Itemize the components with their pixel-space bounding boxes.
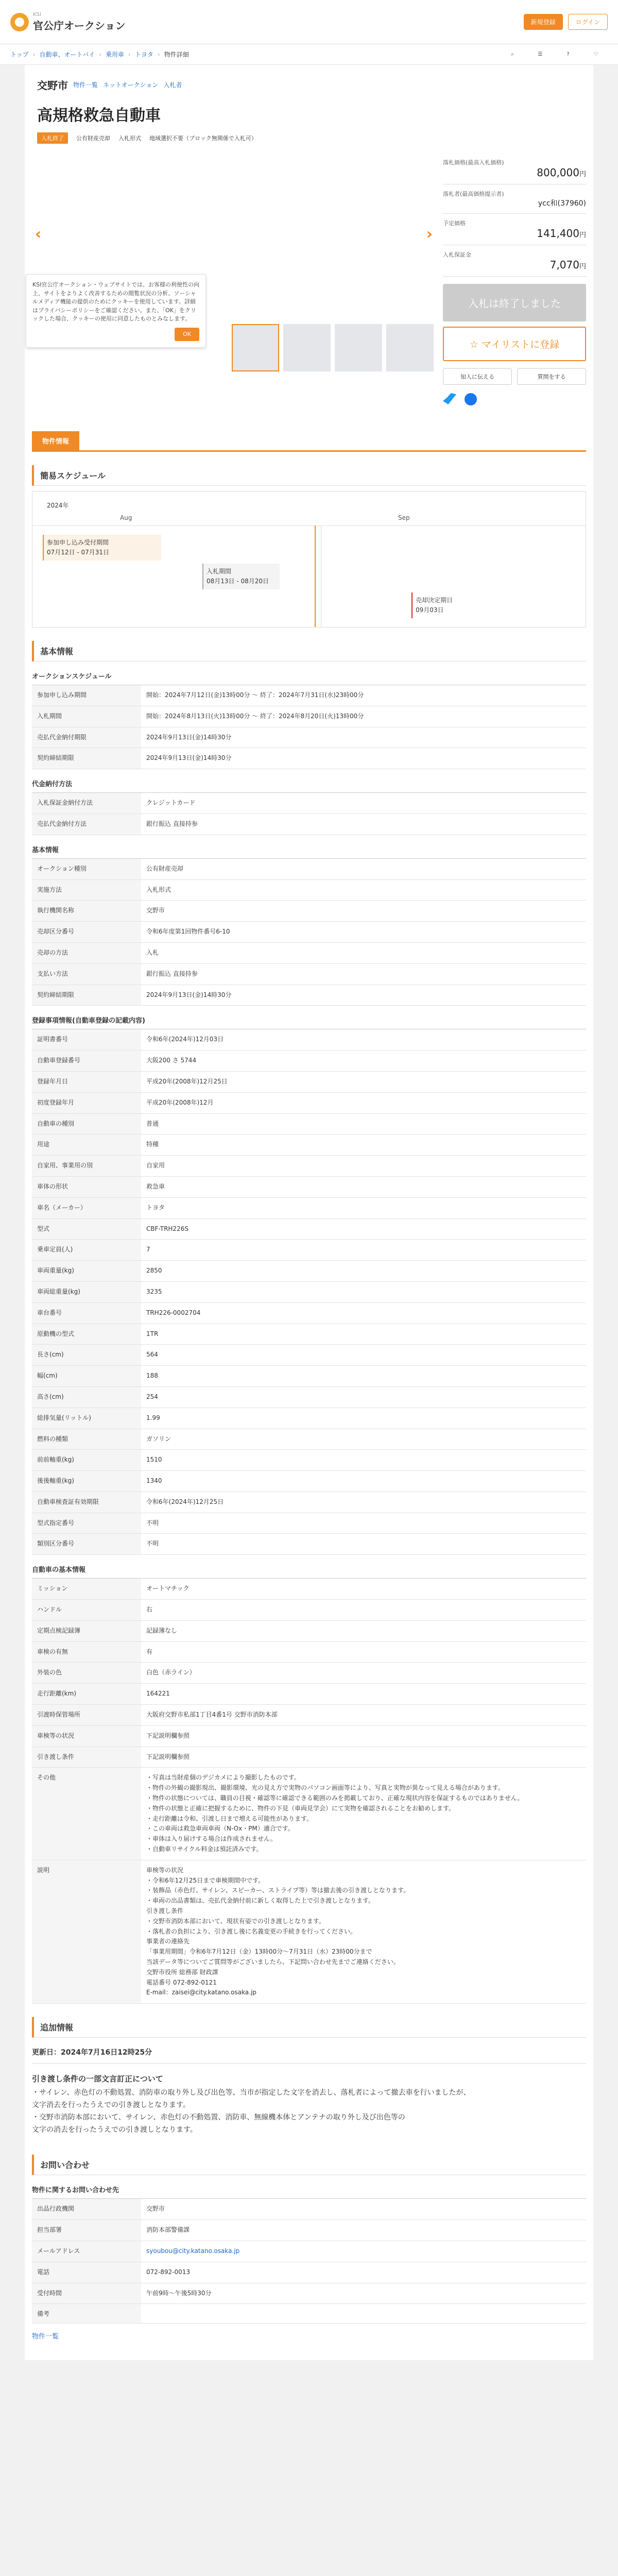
row-label: 初度登録年月 <box>32 1092 141 1113</box>
row-label: 車名（メーカー） <box>32 1197 141 1218</box>
row-value: 1.99 <box>141 1408 586 1429</box>
row-label: 売却区分番号 <box>32 922 141 943</box>
row-value: 2850 <box>141 1261 586 1282</box>
row-value: 令和6年(2024年)12月25日 <box>141 1492 586 1513</box>
row-value: 188 <box>141 1366 586 1387</box>
table-row <box>32 727 586 748</box>
row-value: 午前9時〜午後5時30分 <box>141 2283 586 2304</box>
table-row <box>32 748 586 769</box>
row-label: 実施方法 <box>32 879 141 901</box>
schedule-heading: 簡易スケジュール <box>32 465 586 486</box>
logo-mark-icon <box>10 13 29 31</box>
list-icon[interactable]: ☰ <box>538 52 543 57</box>
row-label: 担当部署 <box>32 2220 141 2241</box>
info-group-heading: 代金納付方法 <box>32 769 586 793</box>
table-row <box>32 1471 586 1492</box>
table-row <box>32 1386 586 1408</box>
info-group-heading: オークションスケジュール <box>32 662 586 685</box>
row-value: 不明 <box>141 1513 586 1534</box>
row-value: 開始：2024年8月13日(火)13時00分 〜 終了：2024年8月20日(火)13時00分 <box>141 706 586 727</box>
row-value: 下記説明欄参照 <box>141 1747 586 1768</box>
schedule-bar <box>411 592 473 618</box>
table-row <box>32 1092 586 1113</box>
table-row <box>32 1218 586 1240</box>
row-label: 車検等の状況 <box>32 1725 141 1747</box>
meta-region: 地域選択不要（ブロック無関係で入札可） <box>149 135 257 142</box>
winner-label: 落札者(最高価格提示者) <box>443 191 504 197</box>
row-label: 入札保証金納付方法 <box>32 793 141 814</box>
ask-button[interactable]: 質問をする <box>517 368 586 385</box>
row-value: 平成20年(2008年)12月 <box>141 1092 586 1113</box>
row-label: 自動車登録番号 <box>32 1050 141 1072</box>
thumbnail[interactable] <box>283 324 331 371</box>
row-value: 普通 <box>141 1113 586 1134</box>
row-value: 特種 <box>141 1134 586 1156</box>
month-label: Sep <box>398 514 410 521</box>
table-row <box>32 1281 586 1302</box>
row-label: 車体の形状 <box>32 1176 141 1197</box>
table-row <box>32 2304 586 2324</box>
table-row <box>32 2199 586 2219</box>
table-row <box>32 1324 586 1345</box>
cookie-banner <box>26 274 206 348</box>
notes-table <box>32 1768 586 2004</box>
meta-sale-type: 公有財産売却 <box>76 135 110 142</box>
login-button[interactable]: ログイン <box>568 14 608 30</box>
breadcrumb-cars[interactable]: 乗用車 <box>106 51 125 58</box>
row-label: 引渡時保管場所 <box>32 1705 141 1726</box>
row-value: 2024年9月13日(金)14時30分 <box>141 985 586 1006</box>
row-value: 右 <box>141 1600 586 1621</box>
row-value: 大阪府交野市私部1丁目4番1号 交野市消防本部 <box>141 1705 586 1726</box>
table-row <box>32 1663 586 1684</box>
thumbnail[interactable] <box>232 324 279 371</box>
row-label: 受付時間 <box>32 2283 141 2304</box>
signup-button[interactable]: 新規登録 <box>524 14 563 30</box>
table-row <box>32 1113 586 1134</box>
contact-table <box>32 2199 586 2324</box>
row-label: 登録年月日 <box>32 1071 141 1092</box>
search-icon[interactable]: ⌕ <box>511 52 514 57</box>
table-row <box>32 1156 586 1177</box>
schedule-bar-label: 参加申し込み受付期間 <box>47 539 109 546</box>
row-label: 幅(cm) <box>32 1366 141 1387</box>
row-value: 7 <box>141 1240 586 1261</box>
contact-heading: お問い合わせ <box>32 2155 586 2175</box>
table-row <box>32 1600 586 1621</box>
row-label: 参加申し込み期間 <box>32 685 141 706</box>
table-row <box>32 1429 586 1450</box>
schedule-bar-label: 入札期間 <box>207 568 232 575</box>
share-button[interactable]: 知人に伝える <box>443 368 512 385</box>
row-value: CBF-TRH226S <box>141 1218 586 1240</box>
row-label: 後後軸重(kg) <box>32 1471 141 1492</box>
row-label: オークション種別 <box>32 859 141 879</box>
row-label: 自動車の種別 <box>32 1113 141 1134</box>
row-value: 3235 <box>141 1281 586 1302</box>
row-value: 2024年9月13日(金)14時30分 <box>141 748 586 769</box>
price-panel <box>436 153 586 405</box>
breadcrumb-top[interactable]: トップ <box>10 51 29 58</box>
link-net-auction[interactable]: ネットオークション <box>103 81 159 89</box>
row-value: 交野市 <box>141 901 586 922</box>
table-row <box>32 1620 586 1641</box>
row-value: 564 <box>141 1345 586 1366</box>
table-row <box>32 922 586 943</box>
table-row <box>32 1579 586 1599</box>
link-bidder[interactable]: 入札者 <box>163 81 182 89</box>
row-label: 引き渡し条件 <box>32 1747 141 1768</box>
row-value: 下記説明欄参照 <box>141 1725 586 1747</box>
contact-subheading: 物件に関するお問い合わせ先 <box>32 2175 586 2199</box>
row-label: 電話 <box>32 2262 141 2283</box>
table-row <box>32 706 586 727</box>
row-value <box>141 2304 586 2324</box>
star-icon: ☆ <box>469 339 482 350</box>
info-group-heading: 登録事項情報(自動車登録の記載内容) <box>32 1006 586 1029</box>
desc-label: 説明 <box>32 1860 141 2003</box>
table-row <box>32 901 586 922</box>
price-unit: 円 <box>579 263 586 270</box>
row-label: メールアドレス <box>32 2241 141 2262</box>
winner-name: ycc和(37960) <box>538 199 586 208</box>
row-value: 公有財産売却 <box>141 859 586 879</box>
row-value: 白色（赤ライン） <box>141 1663 586 1684</box>
row-label: 自家用、事業用の別 <box>32 1156 141 1177</box>
row-value: 消防本部警備課 <box>141 2220 586 2241</box>
row-value: 大阪200 さ 5744 <box>141 1050 586 1072</box>
table-row <box>32 963 586 985</box>
table-row <box>32 1345 586 1366</box>
facebook-icon[interactable] <box>465 393 477 405</box>
winning-price: 800,000 <box>537 166 579 179</box>
row-value: 2024年9月13日(金)14時30分 <box>141 727 586 748</box>
table-row <box>32 1684 586 1705</box>
row-label: 支払い方法 <box>32 963 141 985</box>
row-label: ハンドル <box>32 1600 141 1621</box>
thumbnail[interactable] <box>386 324 434 371</box>
info-table <box>32 685 586 769</box>
schedule-chart <box>32 491 586 628</box>
row-value: 1510 <box>141 1450 586 1471</box>
breadcrumb-vehicles[interactable]: 自動車、オートバイ <box>39 51 95 58</box>
row-value: 入札 <box>141 942 586 963</box>
info-table <box>32 1579 586 1768</box>
prev-arrow-icon[interactable]: ‹ <box>35 225 42 243</box>
table-row <box>32 1705 586 1726</box>
month-label: Aug <box>120 514 132 521</box>
row-value: 072-892-0013 <box>141 2262 586 2283</box>
row-label: 燃料の種類 <box>32 1429 141 1450</box>
table-row <box>32 1534 586 1555</box>
row-label: 走行距離(km) <box>32 1684 141 1705</box>
row-label: 入札期間 <box>32 706 141 727</box>
row-value: クレジットカード <box>141 793 586 814</box>
table-row <box>32 1050 586 1072</box>
row-label: 総排気量(リットル) <box>32 1408 141 1429</box>
row-label: 車台番号 <box>32 1302 141 1324</box>
breadcrumb: トップ › 自動車、オートバイ › 乗用車 › トヨタ › 物件詳細 ⌕ ☰ ? ♡ <box>0 44 618 65</box>
meta-bid-type: 入札形式 <box>118 135 141 142</box>
schedule-bar-date: 07月12日 - 07月31日 <box>47 549 110 556</box>
table-row <box>32 1450 586 1471</box>
table-row <box>32 2262 586 2283</box>
row-value: 164221 <box>141 1684 586 1705</box>
row-label: 定期点検記録簿 <box>32 1620 141 1641</box>
table-row <box>32 1197 586 1218</box>
row-label: 出品行政機関 <box>32 2199 141 2219</box>
winning-price-label: 落札価格(最高入札価格) <box>443 159 504 166</box>
row-value: トヨタ <box>141 1197 586 1218</box>
info-table <box>32 1029 586 1555</box>
basic-info-heading: 基本情報 <box>32 641 586 662</box>
table-row <box>32 2220 586 2241</box>
city-name: 交野市 <box>37 79 68 92</box>
row-label: 自動車検査証有効期限 <box>32 1492 141 1513</box>
row-label: 車両総重量(kg) <box>32 1281 141 1302</box>
tab-item-info[interactable]: 物件情報 <box>32 431 79 450</box>
row-value: 入札形式 <box>141 879 586 901</box>
next-arrow-icon[interactable]: › <box>426 225 433 243</box>
bid-ended-button: 入札は終了しました <box>443 284 586 321</box>
row-label: 契約締結期限 <box>32 985 141 1006</box>
table-row <box>32 2283 586 2304</box>
table-row <box>32 1261 586 1282</box>
row-label: 売払代金納付期限 <box>32 727 141 748</box>
deposit-price: 7,070 <box>550 259 579 271</box>
table-row <box>32 859 586 879</box>
row-label: 車検の有無 <box>32 1641 141 1663</box>
row-value: TRH226-0002704 <box>141 1302 586 1324</box>
table-row <box>32 1029 586 1050</box>
main-photo <box>32 153 436 337</box>
row-value: 1TR <box>141 1324 586 1345</box>
row-label: 型式 <box>32 1218 141 1240</box>
table-row <box>32 1725 586 1747</box>
row-value: 開始：2024年7月12日(金)13時00分 〜 終了：2024年7月31日(水)23時00分 <box>141 685 586 706</box>
row-value: 有 <box>141 1641 586 1663</box>
info-table <box>32 859 586 1006</box>
row-value: 令和6年(2024年)12月03日 <box>141 1029 586 1050</box>
row-value: 記録簿なし <box>141 1620 586 1641</box>
table-row <box>32 1240 586 1261</box>
row-value: オートマチック <box>141 1579 586 1599</box>
basic-info-groups <box>32 662 586 1768</box>
status-badge: 入札終了 <box>37 132 68 144</box>
update-title: 引き渡し条件の一部文言訂正について <box>32 2074 163 2084</box>
table-row <box>32 1134 586 1156</box>
table-row <box>32 1071 586 1092</box>
row-label: 型式指定番号 <box>32 1513 141 1534</box>
table-row <box>32 1176 586 1197</box>
row-label: ミッション <box>32 1579 141 1599</box>
row-label: 前前軸重(kg) <box>32 1450 141 1471</box>
brand-name: 官公庁オークション <box>33 19 126 32</box>
table-row <box>32 793 586 814</box>
schedule-bar-date: 08月13日 - 08月20日 <box>207 578 269 585</box>
table-row <box>32 814 586 835</box>
row-value: 交野市 <box>141 2199 586 2219</box>
question-icon[interactable]: ? <box>566 52 570 57</box>
table-row <box>32 942 586 963</box>
table-row <box>32 1302 586 1324</box>
table-row <box>32 879 586 901</box>
row-value: 不明 <box>141 1534 586 1555</box>
schedule-bar-label: 売却決定期日 <box>416 597 453 604</box>
row-label: 外装の色 <box>32 1663 141 1684</box>
main-content <box>25 65 593 2360</box>
row-value: 令和6年度第1回物件番号6-10 <box>141 922 586 943</box>
row-value: 銀行振込 直接持参 <box>141 963 586 985</box>
row-label: 類別区分番号 <box>32 1534 141 1555</box>
row-label: 証明書番号 <box>32 1029 141 1050</box>
deposit-label: 入札保証金 <box>443 251 471 258</box>
row-label: 長さ(cm) <box>32 1345 141 1366</box>
desc-text: 車検等の状況 ・令和6年12月25日まで車検期間中です。 ・装飾品（赤色灯、サイレン、スピーカー、ストライプ等）等は撤去後の引き渡しとなります。 ・車両の出品書類は、売払代金納付前に新しく取得した上で引き渡しとなります。 引き渡し条件 ・交野市消防本部において、現状有姿での引き渡しとなります。 ・落札者の負担により、引き渡し後に名義変更の手続きを行ってください。 事業者の連絡先 「事業用期間」令和6年7月12日（金）13時00分〜7月31日（水）23時00分まで 当該データ等についてご質問等がございましたら、下記問い合わせ先までご連絡ください。 交野市役所 総務部 財政課 電話番号 072-892-0121 E-mail：zaisei@city.katano.osaka.jp <box>141 1860 586 2003</box>
row-label: 売却の方法 <box>32 942 141 963</box>
thumbnail[interactable] <box>335 324 382 371</box>
table-row <box>32 1366 586 1387</box>
table-row <box>32 1747 586 1768</box>
item-list-link[interactable]: 物件一覧 <box>32 2333 59 2341</box>
row-label: 執行機関名称 <box>32 901 141 922</box>
row-label: 備考 <box>32 2304 141 2324</box>
info-group-heading: 自動車の基本情報 <box>32 1555 586 1579</box>
schedule-bar <box>43 535 161 561</box>
table-row <box>32 1408 586 1429</box>
row-label: 用途 <box>32 1134 141 1156</box>
schedule-bar-date: 09月03日 <box>416 606 444 614</box>
row-label: 売払代金納付方法 <box>32 814 141 835</box>
breadcrumb-current: 物件詳細 <box>164 51 189 58</box>
cookie-ok-button[interactable]: OK <box>175 328 199 342</box>
mylist-label: マイリストに登録 <box>481 339 560 350</box>
row-label: 原動機の型式 <box>32 1324 141 1345</box>
row-value[interactable]: syoubou@city.katano.osaka.jp <box>141 2241 586 2262</box>
price-unit: 円 <box>579 231 586 239</box>
update-date: 更新日：2024年7月16日12時25分 <box>32 2047 586 2064</box>
row-value: 銀行振込 直接持参 <box>141 814 586 835</box>
heart-icon[interactable]: ♡ <box>593 52 598 57</box>
table-row <box>32 1513 586 1534</box>
brand-sub: KSI <box>33 11 41 18</box>
breadcrumb-toyota[interactable]: トヨタ <box>134 51 153 58</box>
price-unit: 円 <box>579 171 586 178</box>
site-logo[interactable] <box>10 12 126 32</box>
update-body: ・サイレン、赤色灯の不動処置、消防車の取り外し及び出色等、当市が指定した文字を消去し、落札者によって撤去車を行いましたが、 文字消去を行ったうえでの引き渡しとなります。 ・交野市消防本部において、サイレン、赤色灯の不動処置、消防車、無線機本体とアンテナの取り外し及び出色等の 文字の消去を行ったうえでの引き渡しとなります。 <box>32 2089 471 2134</box>
site-header <box>0 0 618 44</box>
table-row <box>32 685 586 706</box>
update-heading: 追加情報 <box>32 2017 586 2038</box>
estimate-label: 予定価格 <box>443 220 466 227</box>
twitter-icon[interactable] <box>443 393 456 404</box>
row-value: 254 <box>141 1386 586 1408</box>
info-group-heading: 基本情報 <box>32 835 586 859</box>
row-label: 車両重量(kg) <box>32 1261 141 1282</box>
row-label: 高さ(cm) <box>32 1386 141 1408</box>
add-mylist-button[interactable] <box>443 327 586 361</box>
schedule-bar <box>202 564 280 589</box>
row-value: 救急車 <box>141 1176 586 1197</box>
notes-text: ・写真は当財産個のデジカメにより撮影したものです。 ・物件の外観の撮影現出、撮影環境、光の見え方で実物のパソコン画面等により、写真と実物が異なって見える場合があります。 ・物件の状態については、職員の目視・確認等に確認できる範囲のみを掲載しており、正確な現状内容を保証するものではありません。 ・物件の状態と正確に把握するために、物件の下見（車両見学会）にて実物を確認されることをお勧めします。 ・走行距離は令和、引渡し日まで増える可能性があります。 ・この車両は救急車両車両（N-Ox・PM）適合です。 ・車体は入り届けする場合は作成されません。 ・自動車リサイクル料金は預託済みです。 <box>141 1768 586 1860</box>
cookie-text: KSI官公庁オークション・ウェブサイトでは、お客様の利便性の向上、サイトをよりよく改善するための閲覧状況の分析、ソーシャルメディア機能の提供のためにクッキーを使用しています。詳細はプライバシーポリシーをご確認ください。また、「OK」をクリックした場合、クッキーの使用に同意したものとみなします。 <box>32 281 200 322</box>
row-value: ガソリン <box>141 1429 586 1450</box>
table-row <box>32 2241 586 2262</box>
row-value: 平成20年(2008年)12月25日 <box>141 1071 586 1092</box>
link-item-list[interactable]: 物件一覧 <box>73 81 98 89</box>
table-row <box>32 1492 586 1513</box>
schedule-year: 2024年 <box>47 502 69 509</box>
row-label: 乗車定員(人) <box>32 1240 141 1261</box>
row-value: 自家用 <box>141 1156 586 1177</box>
table-row <box>32 1641 586 1663</box>
notes-label: その他 <box>32 1768 141 1860</box>
table-row <box>32 985 586 1006</box>
page-title: 高規格救急自動車 <box>37 107 161 125</box>
row-label: 契約締結期限 <box>32 748 141 769</box>
estimate-price: 141,400 <box>537 227 579 240</box>
row-value: 1340 <box>141 1471 586 1492</box>
info-table <box>32 793 586 835</box>
